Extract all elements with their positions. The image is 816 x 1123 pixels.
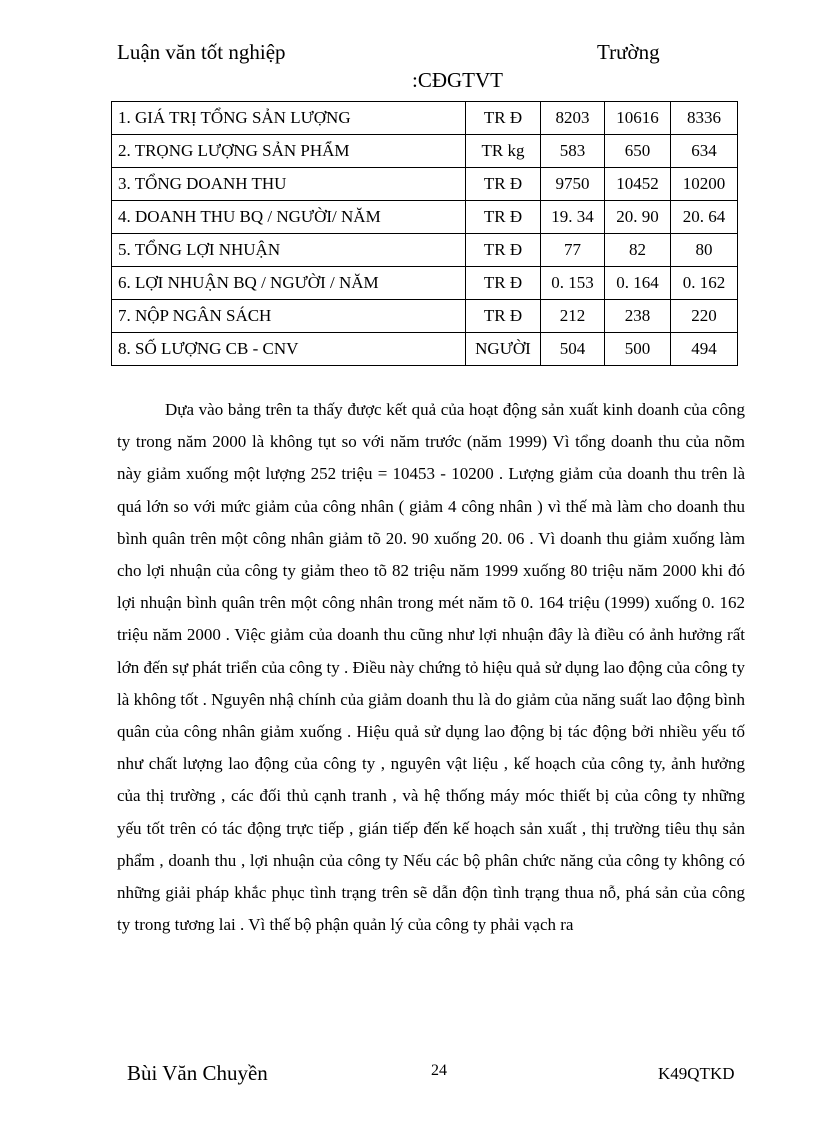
value-cell: 20. 90 bbox=[605, 201, 671, 234]
footer-class-code: K49QTKD bbox=[658, 1064, 735, 1083]
value-cell: 238 bbox=[605, 300, 671, 333]
value-cell: 504 bbox=[541, 333, 605, 366]
table-row bbox=[112, 102, 738, 135]
value-cell: 0. 153 bbox=[541, 267, 605, 300]
value-cell: 650 bbox=[605, 135, 671, 168]
value-cell: 634 bbox=[671, 135, 738, 168]
table-row bbox=[112, 201, 738, 234]
page-number: 24 bbox=[431, 1062, 447, 1079]
indicator-name-cell: 5. TỔNG LỢI NHUẬN bbox=[112, 234, 466, 267]
table-row bbox=[112, 234, 738, 267]
indicator-name-cell: 2. TRỌNG LƯỢNG SẢN PHẨM bbox=[112, 135, 466, 168]
table-row bbox=[112, 135, 738, 168]
value-cell: 8336 bbox=[671, 102, 738, 135]
indicator-name-cell: 6. LỢI NHUẬN BQ / NGƯỜI / NĂM bbox=[112, 267, 466, 300]
table-row bbox=[112, 300, 738, 333]
unit-cell: TR Đ bbox=[466, 300, 541, 333]
table-row bbox=[112, 267, 738, 300]
header-title: Luận văn tốt nghiệp bbox=[117, 40, 286, 64]
value-cell: 77 bbox=[541, 234, 605, 267]
statistics-table bbox=[111, 101, 738, 366]
value-cell: 500 bbox=[605, 333, 671, 366]
value-cell: 8203 bbox=[541, 102, 605, 135]
indicator-name-cell: 4. DOANH THU BQ / NGƯỜI/ NĂM bbox=[112, 201, 466, 234]
unit-cell: TR Đ bbox=[466, 267, 541, 300]
indicator-name-cell: 7. NỘP NGÂN SÁCH bbox=[112, 300, 466, 333]
header-school: Trường bbox=[597, 40, 660, 64]
value-cell: 10452 bbox=[605, 168, 671, 201]
unit-cell: TR Đ bbox=[466, 168, 541, 201]
value-cell: 0. 164 bbox=[605, 267, 671, 300]
unit-cell: TR Đ bbox=[466, 201, 541, 234]
analysis-paragraph-block bbox=[117, 394, 745, 941]
analysis-paragraph: Dựa vào bảng trên ta thấy được kết quả của hoạt động sản xuất kinh doanh của công ty trong năm 2000 là không tụt so với năm trước (năm 1999) Vì tổng doanh thu của nõm này giảm xuống một lượng 252 triệu = 10453 - 10200 . Lượng giảm của doanh thu trên là quá lớn so với mức giảm của công nhân ( giảm 4 công nhân ) vì thế mà làm cho doanh thu bình quân trên một công nhân giảm tõ 20. 90 xuống 20. 06 . Vì doanh thu giảm xuống làm cho lợi nhuận của công ty giảm theo tõ 82 triệu năm 1999 xuống 80 triệu năm 2000 khi đó lợi nhuận bình quân trên một công nhân trong mét năm tõ 0. 164 triệu (1999) xuống 0. 162 triệu năm 2000 . Việc giảm của doanh thu cũng như lợi nhuận đây là điều có ảnh hưởng rất lớn đến sự phát triển của công ty . Điều này chứng tỏ hiệu quả sử dụng lao động của công ty là không tốt . Nguyên nhậ chính của giảm doanh thu là do giảm của năng suất lao động bình quân của công nhân giảm xuống . Hiệu quả sử dụng lao động bị tác động bởi nhiều yếu tố như chất lượng lao động của công ty , nguyên vật liệu , kế hoạch của công ty, ảnh hưởng của thị trường , các đối thủ cạnh tranh , và hệ thống máy móc thiết bị của công ty những yếu tốt trên có tác động trực tiếp , gián tiếp đến kế hoạch sản xuất , thị trường tiêu thụ sản phẩm , doanh thu , lợi nhuận của công ty Nếu các bộ phân chức năng của công ty không có những giải pháp khắc phục tình trạng trên sẽ dẫn độn tình trạng thua nỗ, phá sản của công ty trong tương lai . Vì thế bộ phận quản lý của công ty phải vạch ra bbox=[117, 400, 745, 935]
value-cell: 10200 bbox=[671, 168, 738, 201]
indicator-name-cell: 3. TỔNG DOANH THU bbox=[112, 168, 466, 201]
unit-cell: TR Đ bbox=[466, 102, 541, 135]
value-cell: 0. 162 bbox=[671, 267, 738, 300]
indicator-name-cell: 1. GIÁ TRỊ TỔNG SẢN LƯỢNG bbox=[112, 102, 466, 135]
value-cell: 583 bbox=[541, 135, 605, 168]
header-school-code: :CĐGTVT bbox=[412, 68, 503, 92]
value-cell: 19. 34 bbox=[541, 201, 605, 234]
footer-author: Bùi Văn Chuyền bbox=[127, 1061, 268, 1085]
value-cell: 80 bbox=[671, 234, 738, 267]
value-cell: 82 bbox=[605, 234, 671, 267]
value-cell: 20. 64 bbox=[671, 201, 738, 234]
table-row bbox=[112, 333, 738, 366]
value-cell: 10616 bbox=[605, 102, 671, 135]
value-cell: 220 bbox=[671, 300, 738, 333]
value-cell: 212 bbox=[541, 300, 605, 333]
table-row bbox=[112, 168, 738, 201]
value-cell: 9750 bbox=[541, 168, 605, 201]
unit-cell: TR kg bbox=[466, 135, 541, 168]
indicator-name-cell: 8. SỐ LƯỢNG CB - CNV bbox=[112, 333, 466, 366]
value-cell: 494 bbox=[671, 333, 738, 366]
unit-cell: NGƯỜI bbox=[466, 333, 541, 366]
unit-cell: TR Đ bbox=[466, 234, 541, 267]
